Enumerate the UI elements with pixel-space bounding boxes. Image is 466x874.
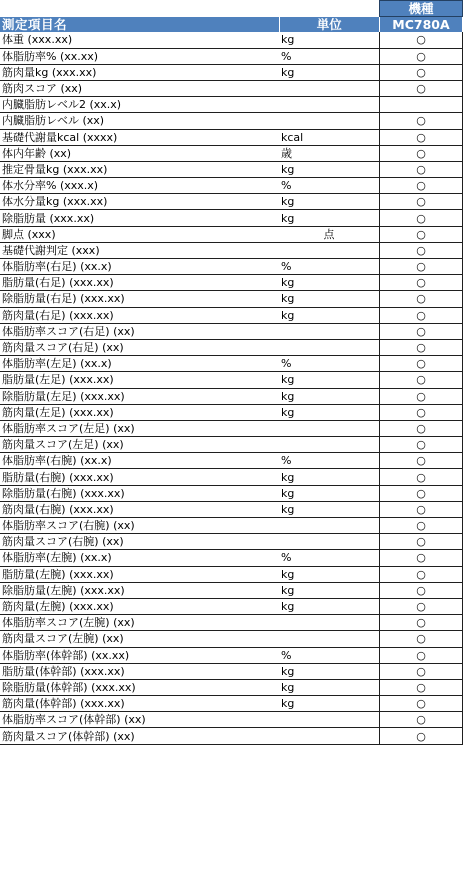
support-mark-cell: [380, 550, 463, 566]
support-mark: ○: [416, 114, 426, 128]
support-mark: ○: [416, 405, 426, 419]
support-mark: ○: [416, 292, 426, 306]
unit-cell: kg: [279, 469, 380, 485]
table-row: [0, 679, 463, 695]
table-row: [0, 178, 463, 194]
table-row: [0, 129, 463, 145]
support-mark-cell: [380, 48, 463, 64]
support-mark-cell: [380, 582, 463, 598]
support-mark-cell: [380, 420, 463, 436]
support-mark-cell: [380, 259, 463, 275]
support-mark: ○: [416, 551, 426, 565]
support-mark: ○: [416, 260, 426, 274]
support-mark-cell: [380, 647, 463, 663]
unit-cell: kg: [279, 291, 380, 307]
table-row: [0, 501, 463, 517]
unit-cell: kg: [279, 582, 380, 598]
table-row: [0, 339, 463, 355]
item-name-cell: 体脂肪率(右足) (xx.x): [0, 259, 279, 275]
table-row: [0, 259, 463, 275]
item-name-cell: 筋肉量(左腕) (xxx.xx): [0, 598, 279, 614]
unit-cell: %: [279, 647, 380, 663]
item-name-cell: 体脂肪率% (xx.xx): [0, 48, 279, 64]
table-row: [0, 32, 463, 48]
support-mark-cell: [380, 566, 463, 582]
support-mark-cell: [380, 501, 463, 517]
support-mark-cell: [380, 307, 463, 323]
unit-cell: %: [279, 48, 380, 64]
table-row: [0, 712, 463, 728]
support-mark-cell: [380, 437, 463, 453]
unit-cell: kg: [279, 210, 380, 226]
table-row: [0, 696, 463, 712]
support-mark-cell: [380, 712, 463, 728]
unit-cell: kg: [279, 663, 380, 679]
support-mark: ○: [416, 470, 426, 484]
item-name-cell: 体脂肪率(右腕) (xx.x): [0, 453, 279, 469]
unit-cell: kg: [279, 194, 380, 210]
support-mark: ○: [416, 195, 426, 209]
table-row: [0, 275, 463, 291]
table-row: [0, 647, 463, 663]
support-mark-cell: [380, 194, 463, 210]
support-mark: ○: [416, 583, 426, 597]
support-mark: ○: [416, 389, 426, 403]
support-mark-cell: [380, 97, 463, 113]
table-row: [0, 469, 463, 485]
support-mark-cell: [380, 291, 463, 307]
item-name-cell: 筋肉量スコア(左足) (xx): [0, 437, 279, 453]
item-name-cell: 除脂肪量(右足) (xxx.xx): [0, 291, 279, 307]
support-mark: ○: [416, 227, 426, 241]
support-mark: ○: [416, 648, 426, 662]
unit-cell: 点: [279, 226, 380, 242]
unit-cell: [279, 339, 380, 355]
item-name-cell: 除脂肪量(右腕) (xxx.xx): [0, 485, 279, 501]
unit-cell: %: [279, 259, 380, 275]
item-name-cell: 筋肉量スコア(右足) (xx): [0, 339, 279, 355]
unit-cell: [279, 728, 380, 744]
model-group-header: 機種: [380, 1, 463, 17]
unit-cell: [279, 113, 380, 129]
table-row: [0, 485, 463, 501]
unit-cell: kcal: [279, 129, 380, 145]
support-mark-cell: [380, 178, 463, 194]
unit-cell: [279, 712, 380, 728]
support-mark: ○: [416, 373, 426, 387]
support-mark-cell: [380, 275, 463, 291]
support-mark: ○: [416, 616, 426, 630]
item-name-cell: 除脂肪量(左足) (xxx.xx): [0, 388, 279, 404]
support-mark: ○: [416, 502, 426, 516]
table-row: [0, 728, 463, 744]
item-name-cell: 除脂肪量(左腕) (xxx.xx): [0, 582, 279, 598]
support-mark: ○: [416, 421, 426, 435]
model-group-row: [0, 1, 463, 17]
table-row: [0, 566, 463, 582]
support-mark-cell: [380, 388, 463, 404]
table-row: [0, 242, 463, 258]
support-mark-cell: [380, 32, 463, 48]
item-name-cell: 基礎代謝判定 (xxx): [0, 242, 279, 258]
unit-cell: kg: [279, 275, 380, 291]
support-mark-cell: [380, 226, 463, 242]
unit-cell: [279, 97, 380, 113]
unit-cell: 歳: [279, 145, 380, 161]
unit-cell: [279, 615, 380, 631]
table-row: [0, 631, 463, 647]
support-mark-cell: [380, 80, 463, 96]
item-name-cell: 筋肉スコア (xx): [0, 80, 279, 96]
support-mark-cell: [380, 631, 463, 647]
item-name-cell: 脂肪量(右足) (xxx.xx): [0, 275, 279, 291]
support-mark: ○: [416, 162, 426, 176]
support-mark: ○: [416, 341, 426, 355]
support-mark: ○: [416, 713, 426, 727]
unit-cell: kg: [279, 161, 380, 177]
table-row: [0, 161, 463, 177]
item-name-cell: 内臓脂肪レベル2 (xx.x): [0, 97, 279, 113]
table-row: [0, 404, 463, 420]
item-name-header: 測定項目名: [0, 17, 279, 33]
support-mark-cell: [380, 598, 463, 614]
unit-cell: kg: [279, 501, 380, 517]
support-mark-cell: [380, 339, 463, 355]
support-mark-cell: [380, 323, 463, 339]
support-mark: ○: [416, 357, 426, 371]
table-row: [0, 356, 463, 372]
unit-cell: kg: [279, 566, 380, 582]
table-row: [0, 388, 463, 404]
unit-cell: [279, 534, 380, 550]
table-row: [0, 518, 463, 534]
table-row: [0, 437, 463, 453]
support-mark-cell: [380, 518, 463, 534]
table-row: [0, 80, 463, 96]
unit-cell: %: [279, 356, 380, 372]
item-name-cell: 体水分率% (xxx.x): [0, 178, 279, 194]
table-row: [0, 113, 463, 129]
unit-cell: kg: [279, 485, 380, 501]
support-mark: ○: [416, 600, 426, 614]
item-name-cell: 筋肉量スコア(体幹部) (xx): [0, 728, 279, 744]
support-mark: ○: [416, 486, 426, 500]
unit-header: 単位: [279, 17, 380, 33]
item-name-cell: 脂肪量(左腕) (xxx.xx): [0, 566, 279, 582]
support-mark-cell: [380, 113, 463, 129]
support-mark-cell: [380, 129, 463, 145]
support-mark-cell: [380, 679, 463, 695]
table-row: [0, 420, 463, 436]
item-name-cell: 脚点 (xxx): [0, 226, 279, 242]
item-name-cell: 体脂肪率(左足) (xx.x): [0, 356, 279, 372]
unit-cell: [279, 420, 380, 436]
unit-cell: kg: [279, 696, 380, 712]
item-name-cell: 基礎代謝量kcal (xxxx): [0, 129, 279, 145]
table-row: [0, 534, 463, 550]
table-row: [0, 615, 463, 631]
support-mark: ○: [416, 729, 426, 743]
support-mark: ○: [416, 49, 426, 63]
table-row: [0, 307, 463, 323]
item-name-cell: 体脂肪率スコア(左腕) (xx): [0, 615, 279, 631]
table-row: [0, 194, 463, 210]
support-mark-cell: [380, 728, 463, 744]
support-mark: ○: [416, 308, 426, 322]
support-mark-cell: [380, 242, 463, 258]
item-name-cell: 体脂肪率スコア(体幹部) (xx): [0, 712, 279, 728]
table-row: [0, 598, 463, 614]
unit-cell: kg: [279, 598, 380, 614]
unit-cell: [279, 631, 380, 647]
support-mark: ○: [416, 535, 426, 549]
item-name-cell: 筋肉量スコア(右腕) (xx): [0, 534, 279, 550]
support-mark-cell: [380, 64, 463, 80]
table-row: [0, 372, 463, 388]
support-mark-cell: [380, 534, 463, 550]
item-name-cell: 除脂肪量 (xxx.xx): [0, 210, 279, 226]
unit-cell: kg: [279, 32, 380, 48]
item-name-cell: 筋肉量(左足) (xxx.xx): [0, 404, 279, 420]
item-name-cell: 脂肪量(左足) (xxx.xx): [0, 372, 279, 388]
unit-cell: kg: [279, 404, 380, 420]
table-row: [0, 291, 463, 307]
support-mark: ○: [416, 33, 426, 47]
table-row: [0, 145, 463, 161]
item-name-cell: 体脂肪率(左腕) (xx.x): [0, 550, 279, 566]
item-name-cell: 除脂肪量(体幹部) (xxx.xx): [0, 679, 279, 695]
table-row: [0, 226, 463, 242]
item-name-cell: 体重 (xxx.xx): [0, 32, 279, 48]
item-name-cell: 筋肉量kg (xxx.xx): [0, 64, 279, 80]
support-mark: ○: [416, 179, 426, 193]
table-row: [0, 210, 463, 226]
support-mark-cell: [380, 372, 463, 388]
support-mark-cell: [380, 145, 463, 161]
unit-cell: kg: [279, 679, 380, 695]
support-mark-cell: [380, 404, 463, 420]
support-mark-cell: [380, 161, 463, 177]
item-name-cell: 体脂肪率スコア(左足) (xx): [0, 420, 279, 436]
empty-header-cell: [0, 1, 279, 17]
unit-cell: kg: [279, 64, 380, 80]
support-mark: ○: [416, 632, 426, 646]
support-mark: ○: [416, 146, 426, 160]
support-mark: ○: [416, 680, 426, 694]
support-mark: ○: [416, 324, 426, 338]
support-mark-cell: [380, 453, 463, 469]
unit-cell: [279, 242, 380, 258]
unit-cell: [279, 518, 380, 534]
table-row: [0, 64, 463, 80]
support-mark: ○: [416, 65, 426, 79]
table-row: [0, 550, 463, 566]
support-mark: ○: [416, 438, 426, 452]
item-name-cell: 内臓脂肪レベル (xx): [0, 113, 279, 129]
empty-header-cell: [279, 1, 380, 17]
item-name-cell: 筋肉量(右腕) (xxx.xx): [0, 501, 279, 517]
unit-cell: [279, 323, 380, 339]
support-mark-cell: [380, 696, 463, 712]
unit-cell: kg: [279, 307, 380, 323]
item-name-cell: 筋肉量(右足) (xxx.xx): [0, 307, 279, 323]
support-mark: ○: [416, 276, 426, 290]
support-mark-cell: [380, 469, 463, 485]
support-mark: ○: [416, 664, 426, 678]
support-mark-cell: [380, 485, 463, 501]
item-name-cell: 体水分量kg (xxx.xx): [0, 194, 279, 210]
support-mark-cell: [380, 615, 463, 631]
support-mark-cell: [380, 356, 463, 372]
column-header-row: [0, 17, 463, 33]
unit-cell: %: [279, 178, 380, 194]
table-row: [0, 582, 463, 598]
support-mark: ○: [416, 243, 426, 257]
item-name-cell: 体脂肪率スコア(右足) (xx): [0, 323, 279, 339]
support-mark: ○: [416, 130, 426, 144]
support-mark: ○: [416, 567, 426, 581]
support-mark: ○: [416, 211, 426, 225]
unit-cell: [279, 80, 380, 96]
item-name-cell: 脂肪量(右腕) (xxx.xx): [0, 469, 279, 485]
table-row: [0, 97, 463, 113]
item-name-cell: 筋肉量スコア(左腕) (xx): [0, 631, 279, 647]
support-mark: ○: [416, 697, 426, 711]
support-mark: ○: [416, 82, 426, 96]
table-row: [0, 453, 463, 469]
unit-cell: %: [279, 550, 380, 566]
item-name-cell: 脂肪量(体幹部) (xxx.xx): [0, 663, 279, 679]
support-mark: ○: [416, 519, 426, 533]
support-mark: ○: [416, 454, 426, 468]
unit-cell: %: [279, 453, 380, 469]
table-row: [0, 663, 463, 679]
table-row: [0, 48, 463, 64]
support-mark-cell: [380, 663, 463, 679]
item-name-cell: 筋肉量(体幹部) (xxx.xx): [0, 696, 279, 712]
item-name-cell: 体脂肪率スコア(右腕) (xx): [0, 518, 279, 534]
unit-cell: kg: [279, 388, 380, 404]
model-header: MC780A: [380, 17, 463, 33]
item-name-cell: 体内年齢 (xx): [0, 145, 279, 161]
item-name-cell: 体脂肪率(体幹部) (xx.xx): [0, 647, 279, 663]
support-mark-cell: [380, 210, 463, 226]
unit-cell: kg: [279, 372, 380, 388]
unit-cell: [279, 437, 380, 453]
table-row: [0, 323, 463, 339]
item-name-cell: 推定骨量kg (xxx.xx): [0, 161, 279, 177]
